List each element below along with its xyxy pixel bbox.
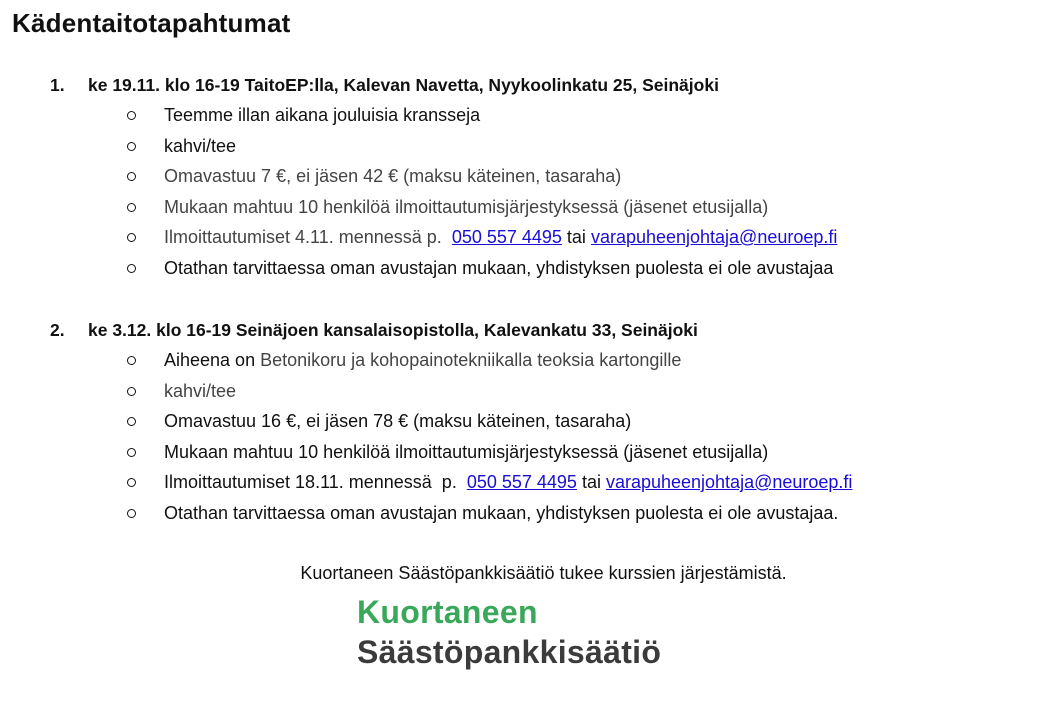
list-item — [50, 131, 1060, 162]
bullet-circle-icon — [127, 203, 136, 212]
connector-text: tai — [561, 227, 591, 247]
event-1 — [50, 72, 1060, 283]
logo-line-2: Säästöpankkisäätiö — [357, 634, 662, 670]
email-link[interactable]: varapuheenjohtaja@neuroep.fi — [605, 472, 853, 492]
bullet-circle-icon — [127, 387, 136, 396]
list-item — [50, 498, 1060, 529]
bullet-circle-icon — [127, 172, 136, 181]
phone-link[interactable]: 050 557 4495 — [466, 472, 577, 492]
event-heading-text: ke 19.11. klo 16-19 TaitoEP:lla, Kalevan Navetta, Nyykoolinkatu 25, Seinäjoki — [88, 75, 719, 95]
sponsor-text: Kuortaneen Säästöpankkisäätiö tukee kurssien järjestämistä. — [300, 563, 787, 583]
bullet-circle-icon — [127, 233, 136, 242]
bullet-circle-icon — [127, 448, 136, 457]
item-text: Mukaan mahtuu 10 henkilöä ilmoittautumisjärjestyksessä (jäsenet etusijalla) — [164, 441, 769, 462]
item-text: Teemme illan aikana jouluisia kransseja — [164, 105, 481, 125]
item-text: Mukaan mahtuu 10 henkilöä ilmoittautumisjärjestyksessä (jäsenet etusijalla) — [164, 196, 769, 217]
logo-line-1: Kuortaneen — [357, 594, 538, 630]
list-item — [50, 192, 1060, 223]
list-item — [50, 467, 1060, 498]
list-item — [50, 376, 1060, 407]
item-text: Aiheena on — [164, 350, 261, 370]
event-2 — [50, 317, 1060, 528]
list-item — [50, 222, 1060, 253]
bullet-circle-icon — [127, 509, 136, 518]
bullet-circle-icon — [127, 478, 136, 487]
email-link[interactable]: varapuheenjohtaja@neuroep.fi — [590, 227, 838, 247]
list-item — [50, 253, 1060, 284]
page-title: Kädentaitotapahtumat — [12, 8, 291, 38]
bullet-circle-icon — [127, 264, 136, 273]
event-details-list — [50, 100, 1060, 283]
bullet-circle-icon — [127, 417, 136, 426]
event-number: 2. — [50, 320, 65, 340]
list-item — [50, 345, 1060, 376]
item-text: Omavastuu 7 €, ei jäsen 42 € (maksu käteinen, tasaraha) — [164, 166, 622, 186]
item-text: kahvi/tee — [164, 380, 237, 401]
bullet-circle-icon — [127, 111, 136, 120]
list-item — [50, 100, 1060, 131]
bullet-circle-icon — [127, 142, 136, 151]
item-text: Omavastuu 16 €, ei jäsen 78 € (maksu käteinen, tasaraha) — [164, 411, 632, 431]
event-heading — [50, 317, 1060, 343]
item-text: Otathan tarvittaessa oman avustajan mukaan, yhdistyksen puolesta ei ole avustajaa. — [164, 502, 839, 523]
event-heading — [50, 72, 1060, 98]
list-item — [50, 406, 1060, 437]
bullet-circle-icon — [127, 356, 136, 365]
event-heading-text: ke 3.12. klo 16-19 Seinäjoen kansalaisopistolla, Kalevankatu 33, Seinäjoki — [88, 320, 698, 340]
connector-text: tai — [576, 472, 606, 492]
registration-text: Ilmoittautumiset 4.11. mennessä p. — [164, 227, 452, 247]
event-number: 1. — [50, 75, 65, 95]
list-item — [50, 161, 1060, 192]
sponsor-logo — [357, 592, 661, 672]
registration-text: Ilmoittautumiset 18.11. mennessä p. — [164, 472, 467, 492]
list-item — [50, 437, 1060, 468]
item-text: Otathan tarvittaessa oman avustajan mukaan, yhdistyksen puolesta ei ole avustajaa — [164, 257, 834, 278]
item-text: kahvi/tee — [164, 135, 237, 156]
phone-link[interactable]: 050 557 4495 — [451, 227, 562, 247]
event-details-list — [50, 345, 1060, 528]
topic-text: Betonikoru ja kohopainotekniikalla teoksia kartongille — [260, 350, 682, 370]
